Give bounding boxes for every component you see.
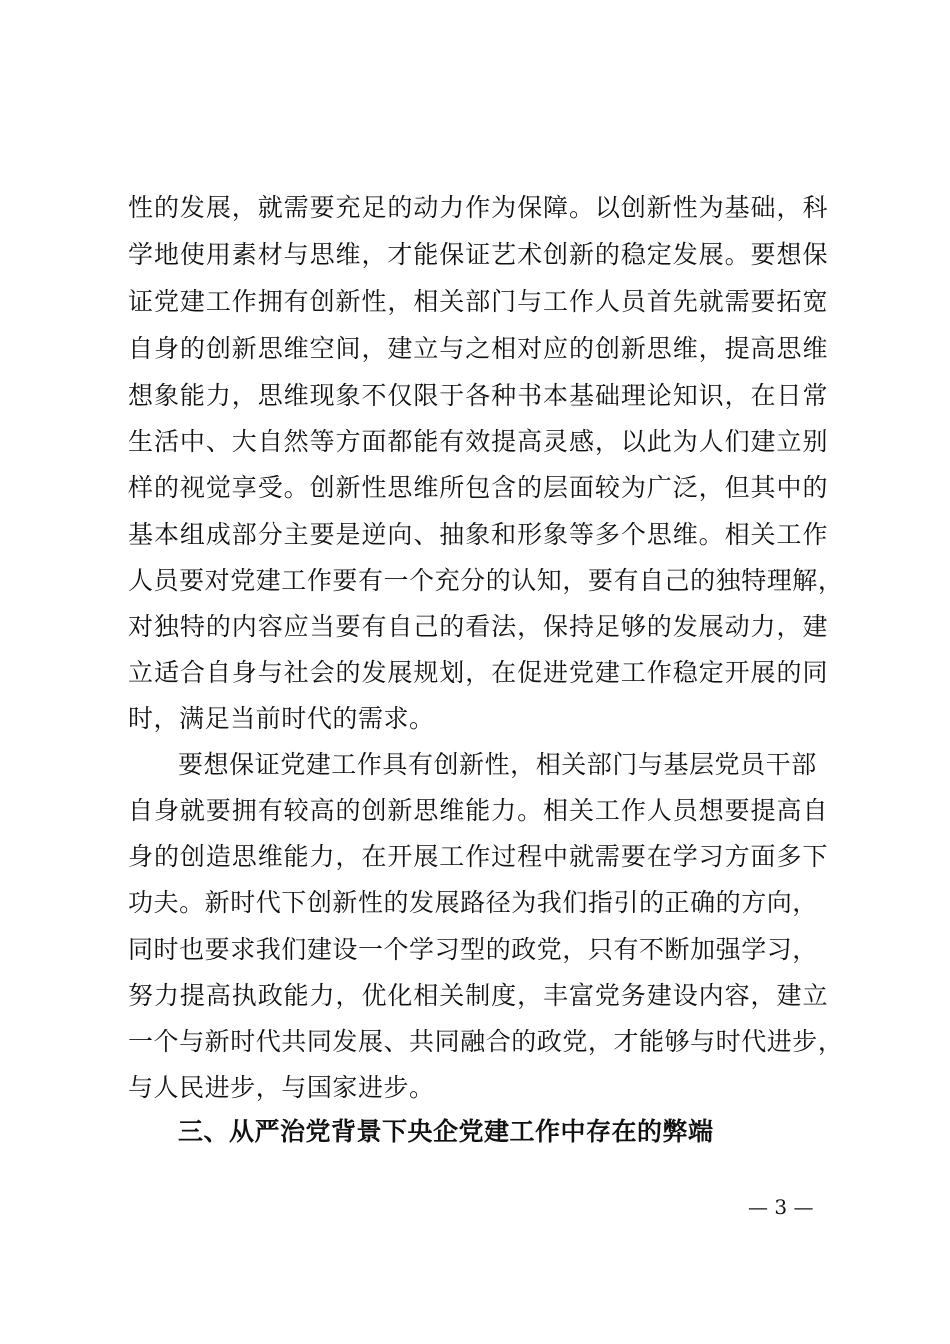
paragraph-line: 基本组成部分主要是逆向、抽象和形象等多个思维。相关工作 (128, 520, 828, 549)
paragraph-line: 身的创造思维能力，在开展工作过程中就需要在学习方面多下 (128, 842, 828, 871)
paragraph-line: 证党建工作拥有创新性，相关部门与工作人员首先就需要拓宽 (128, 287, 828, 316)
paragraph-line: 立适合自身与社会的发展规划，在促进党建工作稳定开展的同 (128, 658, 828, 687)
paragraph-line: 对独特的内容应当要有自己的看法，保持足够的发展动力，建 (128, 612, 828, 641)
paragraph-line-last: 时，满足当前时代的需求。 (128, 704, 435, 733)
paragraph-line-first: 要想保证党建工作具有创新性，相关部门与基层党员干部 (178, 750, 817, 779)
paragraph-line: 努力提高执政能力，优化相关制度，丰富党务建设内容，建立 (128, 981, 828, 1010)
paragraph-line: 样的视觉享受。创新性思维所包含的层面较为广泛，但其中的 (128, 473, 828, 502)
section-heading: 三、从严治党背景下央企党建工作中存在的弊端 (178, 1117, 714, 1146)
paragraph-line: 功夫。新时代下创新性的发展路径为我们指引的正确的方向， (128, 888, 818, 917)
paragraph-line: 学地使用素材与思维，才能保证艺术创新的稳定发展。要想保 (128, 240, 828, 269)
paragraph-line: 自身的创新思维空间，建立与之相对应的创新思维，提高思维 (128, 334, 828, 363)
paragraph-line: 自身就要拥有较高的创新思维能力。相关工作人员想要提高自 (128, 796, 828, 825)
paragraph-line: 人员要对党建工作要有一个充分的认知，要有自己的独特理解， (128, 566, 844, 595)
paragraph-line: 生活中、大自然等方面都能有效提高灵感，以此为人们建立别 (128, 427, 828, 456)
paragraph-line: 性的发展，就需要充足的动力作为保障。以创新性为基础，科 (128, 193, 828, 222)
paragraph-line: 想象能力，思维现象不仅限于各种书本基础理论知识，在日常 (128, 381, 828, 410)
page-number: — 3 — (748, 1195, 814, 1219)
paragraph-line-last: 与人民进步，与国家进步。 (128, 1073, 435, 1102)
paragraph-line: 一个与新时代共同发展、共同融合的政党，才能够与时代进步， (128, 1027, 844, 1056)
paragraph-line: 同时也要求我们建设一个学习型的政党，只有不断加强学习， (128, 935, 818, 964)
